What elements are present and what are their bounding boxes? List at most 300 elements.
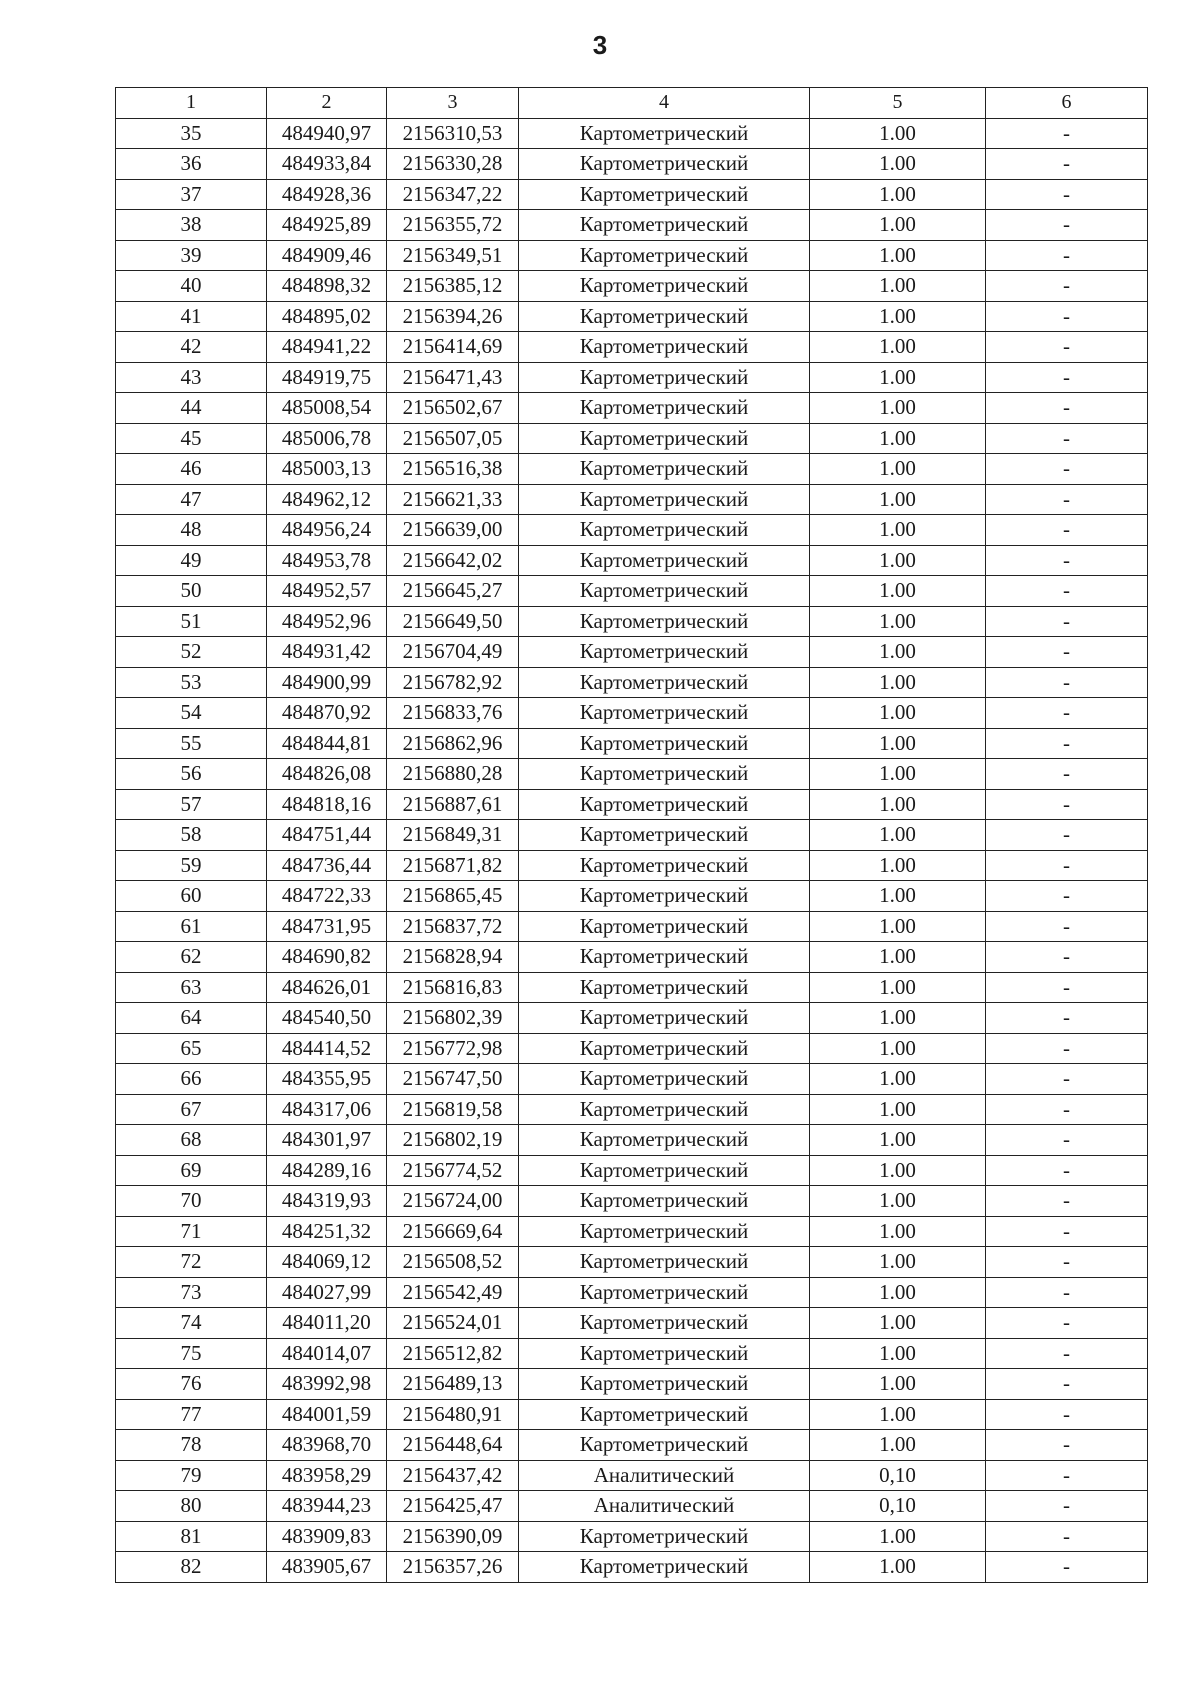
method-cell: Картометрический	[519, 484, 810, 515]
point-number-cell: 59	[116, 850, 267, 881]
y-coordinate-cell: 2156414,69	[387, 332, 519, 363]
x-coordinate-cell: 484736,44	[267, 850, 387, 881]
table-row	[116, 1399, 1148, 1430]
table-row	[116, 393, 1148, 424]
method-cell: Картометрический	[519, 1033, 810, 1064]
table-row	[116, 728, 1148, 759]
accuracy-cell: 1.00	[810, 454, 986, 485]
y-coordinate-cell: 2156425,47	[387, 1491, 519, 1522]
method-cell: Картометрический	[519, 210, 810, 241]
y-coordinate-cell: 2156448,64	[387, 1430, 519, 1461]
accuracy-cell: 1.00	[810, 789, 986, 820]
y-coordinate-cell: 2156357,26	[387, 1552, 519, 1583]
table-row	[116, 332, 1148, 363]
method-cell: Картометрический	[519, 789, 810, 820]
method-cell: Аналитический	[519, 1491, 810, 1522]
method-cell: Картометрический	[519, 728, 810, 759]
x-coordinate-cell: 484919,75	[267, 362, 387, 393]
x-coordinate-cell: 484001,59	[267, 1399, 387, 1430]
y-coordinate-cell: 2156865,45	[387, 881, 519, 912]
accuracy-cell: 1.00	[810, 423, 986, 454]
note-cell: -	[986, 881, 1148, 912]
y-coordinate-cell: 2156802,39	[387, 1003, 519, 1034]
note-cell: -	[986, 118, 1148, 149]
x-coordinate-cell: 484355,95	[267, 1064, 387, 1095]
point-number-cell: 36	[116, 149, 267, 180]
x-coordinate-cell: 484898,32	[267, 271, 387, 302]
y-coordinate-cell: 2156645,27	[387, 576, 519, 607]
method-cell: Картометрический	[519, 393, 810, 424]
table-row	[116, 1338, 1148, 1369]
accuracy-cell: 1.00	[810, 728, 986, 759]
accuracy-cell: 1.00	[810, 1155, 986, 1186]
accuracy-cell: 1.00	[810, 1430, 986, 1461]
accuracy-cell: 1.00	[810, 820, 986, 851]
table-row	[116, 210, 1148, 241]
point-number-cell: 44	[116, 393, 267, 424]
accuracy-cell: 1.00	[810, 1277, 986, 1308]
method-cell: Картометрический	[519, 1003, 810, 1034]
table-row	[116, 301, 1148, 332]
method-cell: Картометрический	[519, 118, 810, 149]
y-coordinate-cell: 2156621,33	[387, 484, 519, 515]
point-number-cell: 60	[116, 881, 267, 912]
x-coordinate-cell: 484870,92	[267, 698, 387, 729]
y-coordinate-cell: 2156669,64	[387, 1216, 519, 1247]
method-cell: Картометрический	[519, 1277, 810, 1308]
x-coordinate-cell: 483992,98	[267, 1369, 387, 1400]
y-coordinate-cell: 2156385,12	[387, 271, 519, 302]
table-row	[116, 637, 1148, 668]
x-coordinate-cell: 485006,78	[267, 423, 387, 454]
point-number-cell: 74	[116, 1308, 267, 1339]
x-coordinate-cell: 484301,97	[267, 1125, 387, 1156]
point-number-cell: 38	[116, 210, 267, 241]
table-row	[116, 1521, 1148, 1552]
table-row	[116, 484, 1148, 515]
note-cell: -	[986, 362, 1148, 393]
x-coordinate-cell: 484952,57	[267, 576, 387, 607]
note-cell: -	[986, 606, 1148, 637]
method-cell: Картометрический	[519, 1521, 810, 1552]
accuracy-cell: 1.00	[810, 942, 986, 973]
point-number-cell: 49	[116, 545, 267, 576]
y-coordinate-cell: 2156704,49	[387, 637, 519, 668]
point-number-cell: 63	[116, 972, 267, 1003]
table-row	[116, 1430, 1148, 1461]
accuracy-cell: 1.00	[810, 545, 986, 576]
note-cell: -	[986, 698, 1148, 729]
x-coordinate-cell: 484289,16	[267, 1155, 387, 1186]
note-cell: -	[986, 1186, 1148, 1217]
table-row	[116, 1155, 1148, 1186]
accuracy-cell: 1.00	[810, 1094, 986, 1125]
accuracy-cell: 1.00	[810, 576, 986, 607]
coordinates-table	[115, 87, 1148, 1583]
y-coordinate-cell: 2156837,72	[387, 911, 519, 942]
accuracy-cell: 1.00	[810, 1216, 986, 1247]
table-row	[116, 515, 1148, 546]
note-cell: -	[986, 1094, 1148, 1125]
note-cell: -	[986, 1460, 1148, 1491]
note-cell: -	[986, 911, 1148, 942]
method-cell: Картометрический	[519, 1399, 810, 1430]
accuracy-cell: 1.00	[810, 1247, 986, 1278]
method-cell: Аналитический	[519, 1460, 810, 1491]
table-row	[116, 576, 1148, 607]
x-coordinate-cell: 484925,89	[267, 210, 387, 241]
x-coordinate-cell: 484414,52	[267, 1033, 387, 1064]
y-coordinate-cell: 2156512,82	[387, 1338, 519, 1369]
table-row	[116, 1033, 1148, 1064]
point-number-cell: 62	[116, 942, 267, 973]
column-header: 3	[387, 88, 519, 119]
point-number-cell: 82	[116, 1552, 267, 1583]
method-cell: Картометрический	[519, 820, 810, 851]
note-cell: -	[986, 423, 1148, 454]
note-cell: -	[986, 1277, 1148, 1308]
note-cell: -	[986, 1399, 1148, 1430]
x-coordinate-cell: 484690,82	[267, 942, 387, 973]
y-coordinate-cell: 2156437,42	[387, 1460, 519, 1491]
y-coordinate-cell: 2156747,50	[387, 1064, 519, 1095]
x-coordinate-cell: 484941,22	[267, 332, 387, 363]
y-coordinate-cell: 2156862,96	[387, 728, 519, 759]
y-coordinate-cell: 2156849,31	[387, 820, 519, 851]
y-coordinate-cell: 2156516,38	[387, 454, 519, 485]
accuracy-cell: 1.00	[810, 1186, 986, 1217]
x-coordinate-cell: 484317,06	[267, 1094, 387, 1125]
accuracy-cell: 1.00	[810, 637, 986, 668]
method-cell: Картометрический	[519, 301, 810, 332]
note-cell: -	[986, 1155, 1148, 1186]
point-number-cell: 45	[116, 423, 267, 454]
table-row	[116, 149, 1148, 180]
note-cell: -	[986, 1003, 1148, 1034]
accuracy-cell: 1.00	[810, 1003, 986, 1034]
table-row	[116, 1247, 1148, 1278]
y-coordinate-cell: 2156649,50	[387, 606, 519, 637]
y-coordinate-cell: 2156802,19	[387, 1125, 519, 1156]
table-row	[116, 911, 1148, 942]
table-row	[116, 1064, 1148, 1095]
note-cell: -	[986, 240, 1148, 271]
y-coordinate-cell: 2156880,28	[387, 759, 519, 790]
x-coordinate-cell: 484909,46	[267, 240, 387, 271]
table-row	[116, 118, 1148, 149]
point-number-cell: 50	[116, 576, 267, 607]
method-cell: Картометрический	[519, 332, 810, 363]
point-number-cell: 71	[116, 1216, 267, 1247]
method-cell: Картометрический	[519, 1552, 810, 1583]
accuracy-cell: 1.00	[810, 1308, 986, 1339]
note-cell: -	[986, 210, 1148, 241]
accuracy-cell: 1.00	[810, 606, 986, 637]
method-cell: Картометрический	[519, 911, 810, 942]
x-coordinate-cell: 484818,16	[267, 789, 387, 820]
table-row	[116, 1003, 1148, 1034]
note-cell: -	[986, 393, 1148, 424]
method-cell: Картометрический	[519, 179, 810, 210]
point-number-cell: 47	[116, 484, 267, 515]
x-coordinate-cell: 484011,20	[267, 1308, 387, 1339]
point-number-cell: 48	[116, 515, 267, 546]
x-coordinate-cell: 484940,97	[267, 118, 387, 149]
y-coordinate-cell: 2156782,92	[387, 667, 519, 698]
column-header: 4	[519, 88, 810, 119]
x-coordinate-cell: 485008,54	[267, 393, 387, 424]
point-number-cell: 41	[116, 301, 267, 332]
table-row	[116, 423, 1148, 454]
table-row	[116, 362, 1148, 393]
method-cell: Картометрический	[519, 1308, 810, 1339]
table-row	[116, 1308, 1148, 1339]
note-cell: -	[986, 1125, 1148, 1156]
table-row	[116, 698, 1148, 729]
method-cell: Картометрический	[519, 606, 810, 637]
accuracy-cell: 1.00	[810, 393, 986, 424]
point-number-cell: 80	[116, 1491, 267, 1522]
note-cell: -	[986, 301, 1148, 332]
y-coordinate-cell: 2156502,67	[387, 393, 519, 424]
accuracy-cell: 1.00	[810, 1369, 986, 1400]
point-number-cell: 75	[116, 1338, 267, 1369]
x-coordinate-cell: 484027,99	[267, 1277, 387, 1308]
x-coordinate-cell: 483944,23	[267, 1491, 387, 1522]
point-number-cell: 64	[116, 1003, 267, 1034]
point-number-cell: 40	[116, 271, 267, 302]
note-cell: -	[986, 667, 1148, 698]
point-number-cell: 73	[116, 1277, 267, 1308]
method-cell: Картометрический	[519, 881, 810, 912]
y-coordinate-cell: 2156524,01	[387, 1308, 519, 1339]
y-coordinate-cell: 2156642,02	[387, 545, 519, 576]
point-number-cell: 56	[116, 759, 267, 790]
accuracy-cell: 1.00	[810, 1552, 986, 1583]
note-cell: -	[986, 759, 1148, 790]
point-number-cell: 77	[116, 1399, 267, 1430]
y-coordinate-cell: 2156819,58	[387, 1094, 519, 1125]
x-coordinate-cell: 484069,12	[267, 1247, 387, 1278]
method-cell: Картометрический	[519, 1064, 810, 1095]
accuracy-cell: 1.00	[810, 362, 986, 393]
accuracy-cell: 1.00	[810, 271, 986, 302]
method-cell: Картометрический	[519, 1155, 810, 1186]
note-cell: -	[986, 1338, 1148, 1369]
point-number-cell: 42	[116, 332, 267, 363]
y-coordinate-cell: 2156828,94	[387, 942, 519, 973]
method-cell: Картометрический	[519, 1125, 810, 1156]
x-coordinate-cell: 484319,93	[267, 1186, 387, 1217]
accuracy-cell: 1.00	[810, 118, 986, 149]
table-row	[116, 606, 1148, 637]
method-cell: Картометрический	[519, 576, 810, 607]
table-row	[116, 271, 1148, 302]
method-cell: Картометрический	[519, 362, 810, 393]
method-cell: Картометрический	[519, 637, 810, 668]
accuracy-cell: 1.00	[810, 210, 986, 241]
y-coordinate-cell: 2156639,00	[387, 515, 519, 546]
y-coordinate-cell: 2156871,82	[387, 850, 519, 881]
y-coordinate-cell: 2156355,72	[387, 210, 519, 241]
point-number-cell: 58	[116, 820, 267, 851]
point-number-cell: 78	[116, 1430, 267, 1461]
point-number-cell: 81	[116, 1521, 267, 1552]
x-coordinate-cell: 484953,78	[267, 545, 387, 576]
x-coordinate-cell: 484731,95	[267, 911, 387, 942]
x-coordinate-cell: 484826,08	[267, 759, 387, 790]
note-cell: -	[986, 454, 1148, 485]
x-coordinate-cell: 484956,24	[267, 515, 387, 546]
note-cell: -	[986, 271, 1148, 302]
accuracy-cell: 1.00	[810, 515, 986, 546]
note-cell: -	[986, 1033, 1148, 1064]
point-number-cell: 39	[116, 240, 267, 271]
page-number: 3	[592, 30, 608, 60]
table-row	[116, 1094, 1148, 1125]
y-coordinate-cell: 2156330,28	[387, 149, 519, 180]
table-row	[116, 1552, 1148, 1583]
table-body	[116, 118, 1148, 1582]
y-coordinate-cell: 2156480,91	[387, 1399, 519, 1430]
point-number-cell: 37	[116, 179, 267, 210]
y-coordinate-cell: 2156542,49	[387, 1277, 519, 1308]
method-cell: Картометрический	[519, 515, 810, 546]
method-cell: Картометрический	[519, 1186, 810, 1217]
x-coordinate-cell: 484251,32	[267, 1216, 387, 1247]
point-number-cell: 72	[116, 1247, 267, 1278]
method-cell: Картометрический	[519, 1216, 810, 1247]
note-cell: -	[986, 484, 1148, 515]
x-coordinate-cell: 484751,44	[267, 820, 387, 851]
x-coordinate-cell: 484844,81	[267, 728, 387, 759]
table-header-row	[116, 88, 1148, 119]
note-cell: -	[986, 820, 1148, 851]
y-coordinate-cell: 2156816,83	[387, 972, 519, 1003]
accuracy-cell: 1.00	[810, 332, 986, 363]
note-cell: -	[986, 1491, 1148, 1522]
table-row	[116, 850, 1148, 881]
accuracy-cell: 1.00	[810, 667, 986, 698]
y-coordinate-cell: 2156310,53	[387, 118, 519, 149]
point-number-cell: 66	[116, 1064, 267, 1095]
table-row	[116, 1216, 1148, 1247]
table-row	[116, 820, 1148, 851]
method-cell: Картометрический	[519, 545, 810, 576]
x-coordinate-cell: 483909,83	[267, 1521, 387, 1552]
note-cell: -	[986, 942, 1148, 973]
accuracy-cell: 1.00	[810, 240, 986, 271]
accuracy-cell: 1.00	[810, 1064, 986, 1095]
table-row	[116, 1460, 1148, 1491]
table-row	[116, 667, 1148, 698]
y-coordinate-cell: 2156347,22	[387, 179, 519, 210]
x-coordinate-cell: 484933,84	[267, 149, 387, 180]
method-cell: Картометрический	[519, 1247, 810, 1278]
column-header: 2	[267, 88, 387, 119]
accuracy-cell: 0,10	[810, 1460, 986, 1491]
x-coordinate-cell: 483958,29	[267, 1460, 387, 1491]
note-cell: -	[986, 1247, 1148, 1278]
method-cell: Картометрический	[519, 271, 810, 302]
note-cell: -	[986, 972, 1148, 1003]
table-row	[116, 1277, 1148, 1308]
note-cell: -	[986, 1552, 1148, 1583]
y-coordinate-cell: 2156508,52	[387, 1247, 519, 1278]
accuracy-cell: 1.00	[810, 881, 986, 912]
method-cell: Картометрический	[519, 759, 810, 790]
table-row	[116, 1125, 1148, 1156]
note-cell: -	[986, 332, 1148, 363]
y-coordinate-cell: 2156390,09	[387, 1521, 519, 1552]
accuracy-cell: 1.00	[810, 1125, 986, 1156]
table-row	[116, 179, 1148, 210]
point-number-cell: 55	[116, 728, 267, 759]
column-header: 5	[810, 88, 986, 119]
point-number-cell: 76	[116, 1369, 267, 1400]
y-coordinate-cell: 2156394,26	[387, 301, 519, 332]
y-coordinate-cell: 2156349,51	[387, 240, 519, 271]
note-cell: -	[986, 637, 1148, 668]
method-cell: Картометрический	[519, 667, 810, 698]
y-coordinate-cell: 2156887,61	[387, 789, 519, 820]
method-cell: Картометрический	[519, 240, 810, 271]
y-coordinate-cell: 2156774,52	[387, 1155, 519, 1186]
point-number-cell: 57	[116, 789, 267, 820]
x-coordinate-cell: 483968,70	[267, 1430, 387, 1461]
note-cell: -	[986, 179, 1148, 210]
point-number-cell: 70	[116, 1186, 267, 1217]
table-row	[116, 942, 1148, 973]
point-number-cell: 46	[116, 454, 267, 485]
x-coordinate-cell: 484895,02	[267, 301, 387, 332]
method-cell: Картометрический	[519, 1338, 810, 1369]
accuracy-cell: 1.00	[810, 301, 986, 332]
point-number-cell: 52	[116, 637, 267, 668]
note-cell: -	[986, 149, 1148, 180]
y-coordinate-cell: 2156772,98	[387, 1033, 519, 1064]
column-header: 1	[116, 88, 267, 119]
table-row	[116, 240, 1148, 271]
method-cell: Картометрический	[519, 698, 810, 729]
accuracy-cell: 1.00	[810, 1521, 986, 1552]
point-number-cell: 67	[116, 1094, 267, 1125]
point-number-cell: 69	[116, 1155, 267, 1186]
y-coordinate-cell: 2156507,05	[387, 423, 519, 454]
accuracy-cell: 1.00	[810, 484, 986, 515]
note-cell: -	[986, 728, 1148, 759]
table-row	[116, 1186, 1148, 1217]
note-cell: -	[986, 1521, 1148, 1552]
note-cell: -	[986, 1216, 1148, 1247]
method-cell: Картометрический	[519, 149, 810, 180]
column-header: 6	[986, 88, 1148, 119]
x-coordinate-cell: 485003,13	[267, 454, 387, 485]
accuracy-cell: 1.00	[810, 1338, 986, 1369]
method-cell: Картометрический	[519, 423, 810, 454]
point-number-cell: 61	[116, 911, 267, 942]
accuracy-cell: 1.00	[810, 1399, 986, 1430]
point-number-cell: 79	[116, 1460, 267, 1491]
accuracy-cell: 0,10	[810, 1491, 986, 1522]
point-number-cell: 53	[116, 667, 267, 698]
point-number-cell: 68	[116, 1125, 267, 1156]
method-cell: Картометрический	[519, 454, 810, 485]
table-row	[116, 545, 1148, 576]
y-coordinate-cell: 2156724,00	[387, 1186, 519, 1217]
accuracy-cell: 1.00	[810, 972, 986, 1003]
table-row	[116, 759, 1148, 790]
